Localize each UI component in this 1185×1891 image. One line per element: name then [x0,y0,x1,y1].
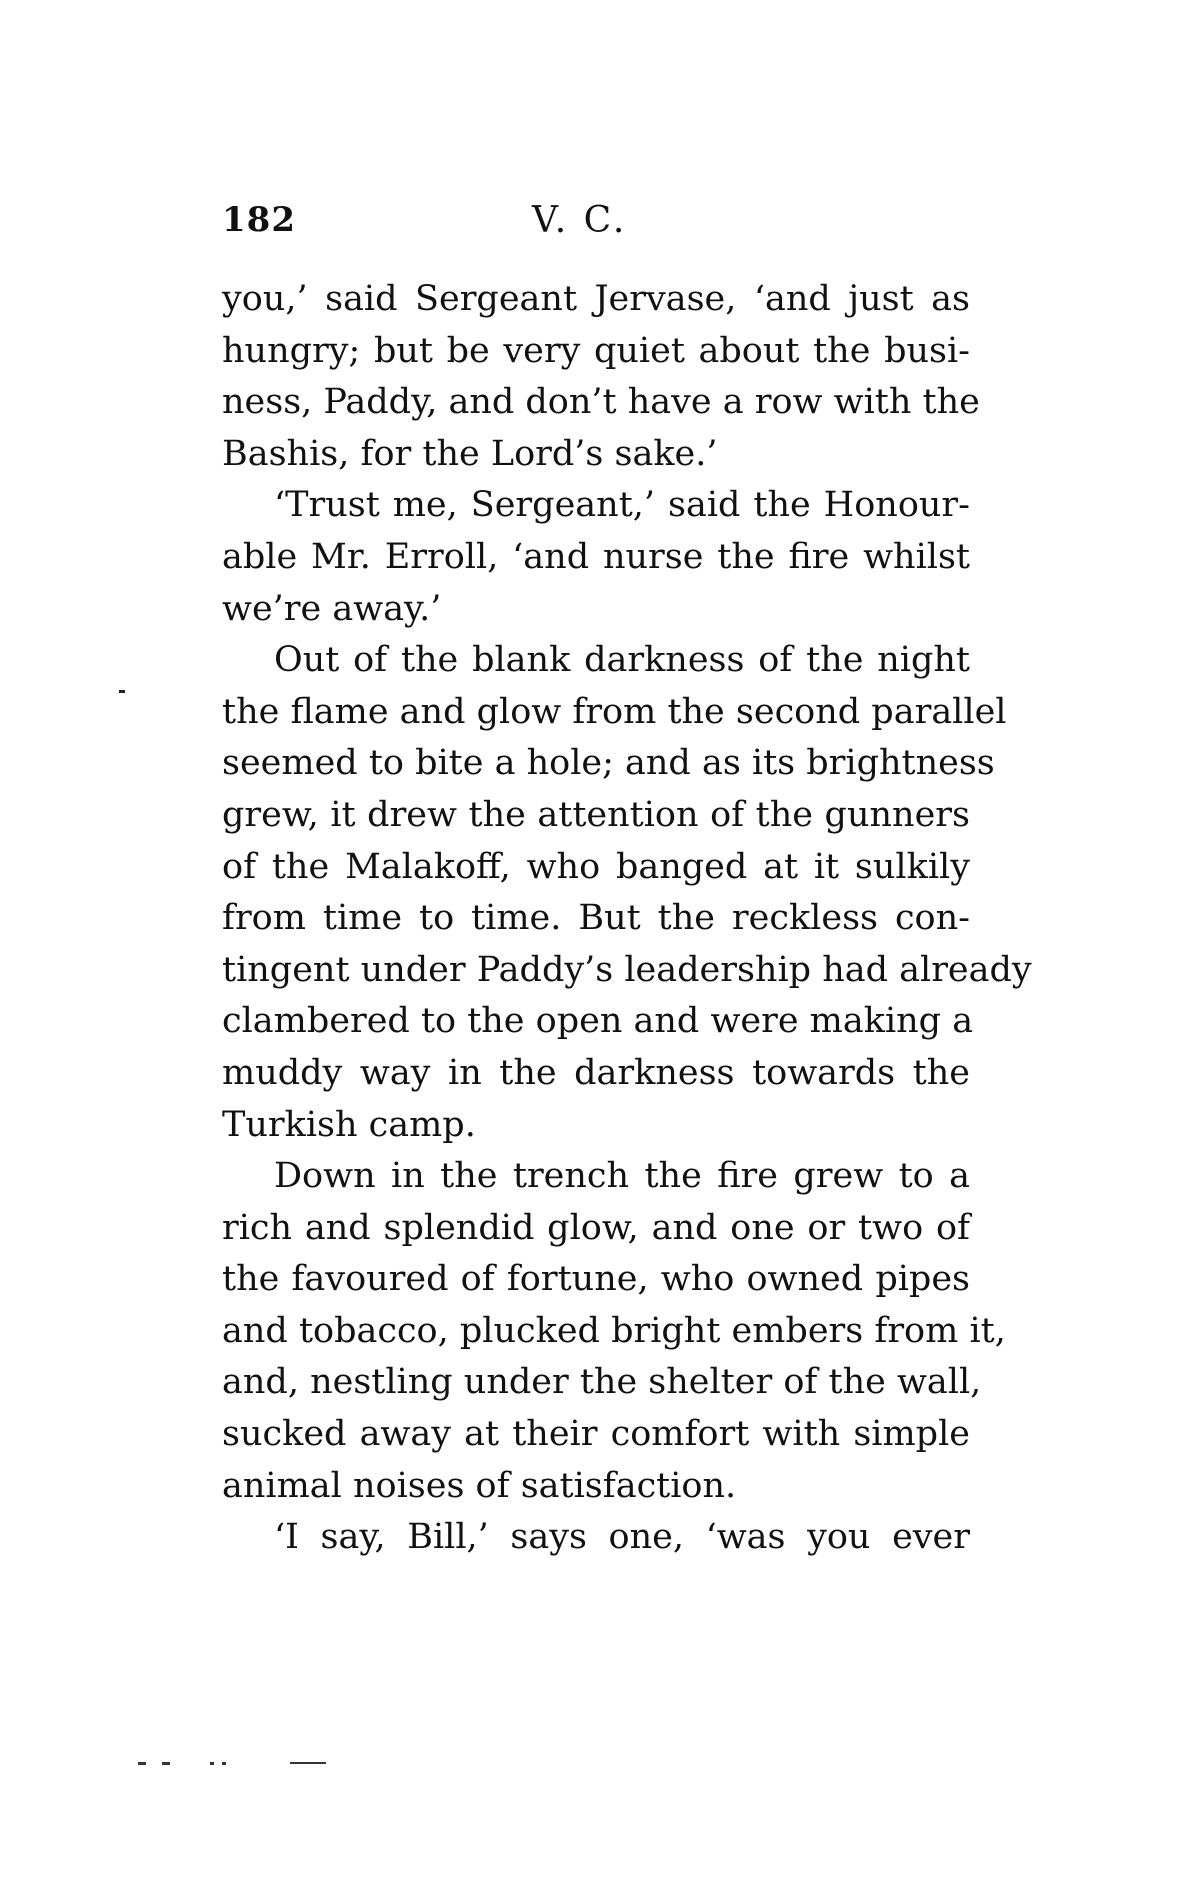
speck [162,1762,170,1765]
margin-dash [119,690,125,693]
text-line: able Mr. Erroll, ‘and nurse the fire whilst [222,536,970,577]
running-head: V. C. [532,200,628,241]
text-line: animal noises of satisfaction. [222,1465,737,1506]
text-line: ‘Trust me, Sergeant,’ said the Honour- [274,485,970,526]
text-line: muddy way in the darkness towards the [222,1052,970,1093]
text-line: ness, Paddy, and don’t have a row with the [222,382,980,423]
scan-specks [138,1762,338,1772]
text-line: and tobacco, plucked bright embers from it, [222,1310,1006,1351]
text-line: hungry; but be very quiet about the busi- [222,330,970,371]
text-line: Bashis, for the Lord’s sake.’ [222,433,718,474]
text-line: the favoured of fortune, who owned pipes [222,1259,970,1300]
text-line: grew, it drew the attention of the gunners [222,794,970,835]
text-line: the flame and glow from the second parallel [222,691,1007,732]
text-line: we’re away.’ [222,588,442,629]
text-line: and, nestling under the shelter of the wall, [222,1362,982,1403]
text-line: Turkish camp. [222,1104,476,1145]
text-line: Down in the trench the fire grew to a [274,1156,970,1197]
text-line: seemed to bite a hole; and as its brightness [222,743,995,784]
text-line: of the Malakoff, who banged at it sulkily [222,846,970,887]
text-line: clambered to the open and were making a [222,1001,974,1042]
speck [222,1762,226,1765]
text-line: Out of the blank darkness of the night [274,640,970,681]
text-line: rich and splendid glow, and one or two of [222,1207,970,1248]
text-line: sucked away at their comfort with simple [222,1414,970,1455]
speck [290,1762,326,1764]
text-line: ‘I say, Bill,’ says one, ‘was you ever [274,1517,970,1558]
text-line: from time to time. But the reckless con- [222,898,970,939]
body-text [222,274,1032,1564]
page-header [222,200,970,250]
text-line: tingent under Paddy’s leadership had already [222,949,1032,990]
text-line: you,’ said Sergeant Jervase, ‘and just as [222,279,970,319]
speck [138,1762,146,1765]
page-number: 182 [222,200,296,240]
speck [210,1762,214,1765]
